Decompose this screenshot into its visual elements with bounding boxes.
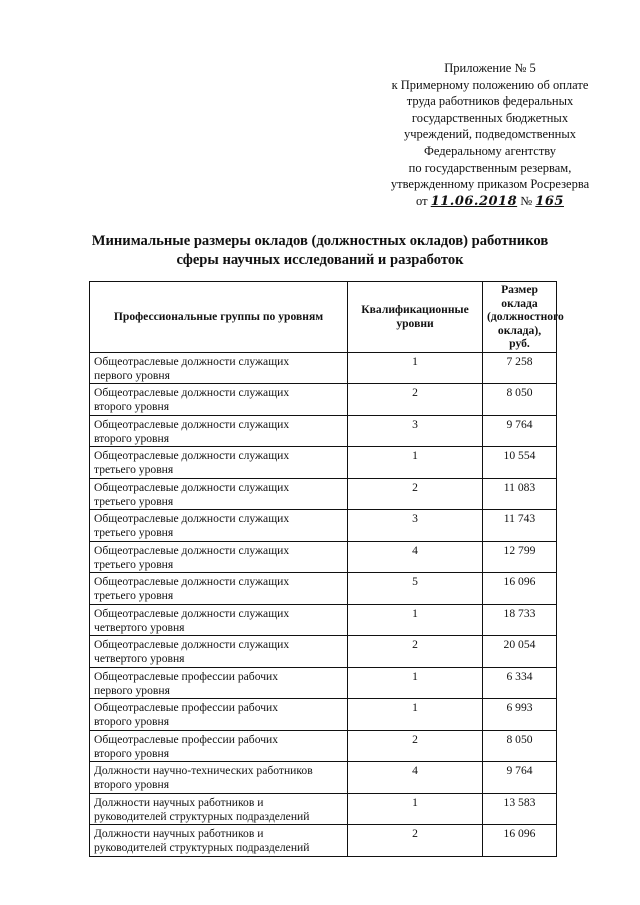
table-row <box>90 793 557 825</box>
cell-salary: 9 764 <box>483 762 557 794</box>
group-name-line-1: Должности научно-технических работников <box>94 764 313 778</box>
group-name-line-1: Должности научных работников и <box>94 827 264 841</box>
appendix-line: к Примерному положению об оплате <box>391 77 589 92</box>
group-name-line-1: Должности научных работников и <box>94 795 264 809</box>
group-name-line-2: третьего уровня <box>94 557 174 571</box>
cell-salary: 6 993 <box>483 699 557 731</box>
cell-salary: 7 258 <box>483 352 557 384</box>
cell-salary: 8 050 <box>483 730 557 762</box>
cell-qualification-level: 1 <box>348 667 483 699</box>
document-title <box>40 232 600 270</box>
number-prefix: № <box>520 193 533 208</box>
cell-professional-group <box>90 636 348 668</box>
cell-qualification-level: 2 <box>348 384 483 416</box>
cell-professional-group <box>90 667 348 699</box>
cell-qualification-level: 1 <box>348 447 483 479</box>
cell-professional-group <box>90 510 348 542</box>
cell-qualification-level: 2 <box>348 478 483 510</box>
table-row <box>90 825 557 857</box>
table-header-row <box>90 282 557 353</box>
date-prefix: от <box>416 193 428 208</box>
group-name-line-2: второго уровня <box>94 715 170 729</box>
header-qualification-levels: Квалификационные уровни <box>348 282 483 353</box>
cell-qualification-level: 3 <box>348 415 483 447</box>
cell-qualification-level: 5 <box>348 573 483 605</box>
group-name-line-1: Общеотраслевые должности служащих <box>94 449 290 463</box>
appendix-line: по государственным резервам, <box>408 160 572 175</box>
cell-salary: 20 054 <box>483 636 557 668</box>
header-professional-groups: Профессиональные группы по уровням <box>90 282 348 353</box>
group-name-line-2: руководителей структурных подразделений <box>94 841 310 855</box>
title-line-2: сферы научных исследований и разработок <box>176 252 464 268</box>
table-body <box>90 352 557 856</box>
order-date-line <box>340 193 640 211</box>
group-name-line-1: Общеотраслевые профессии рабочих <box>94 669 279 683</box>
cell-salary: 18 733 <box>483 604 557 636</box>
cell-qualification-level: 2 <box>348 636 483 668</box>
group-name-line-1: Общеотраслевые должности служащих <box>94 417 290 431</box>
group-name-line-2: четвертого уровня <box>94 652 185 666</box>
group-name-line-1: Общеотраслевые должности служащих <box>94 354 290 368</box>
appendix-line: государственных бюджетных <box>411 110 569 125</box>
cell-professional-group <box>90 730 348 762</box>
cell-professional-group <box>90 447 348 479</box>
cell-salary: 11 083 <box>483 478 557 510</box>
table-row <box>90 478 557 510</box>
table-row <box>90 384 557 416</box>
cell-professional-group <box>90 573 348 605</box>
cell-salary: 11 743 <box>483 510 557 542</box>
cell-qualification-level: 1 <box>348 352 483 384</box>
group-name-line-1: Общеотраслевые должности служащих <box>94 543 290 557</box>
table-row <box>90 699 557 731</box>
cell-professional-group <box>90 384 348 416</box>
table-row <box>90 573 557 605</box>
table-row <box>90 667 557 699</box>
group-name-line-2: третьего уровня <box>94 463 174 477</box>
header-salary: Размер оклада (должностного оклада), руб. <box>483 282 557 353</box>
cell-salary: 13 583 <box>483 793 557 825</box>
cell-qualification-level: 4 <box>348 541 483 573</box>
group-name-line-2: второго уровня <box>94 778 170 792</box>
group-name-line-1: Общеотраслевые должности служащих <box>94 512 290 526</box>
group-name-line-2: руководителей структурных подразделений <box>94 809 310 823</box>
cell-qualification-level: 2 <box>348 825 483 857</box>
group-name-line-2: третьего уровня <box>94 494 174 508</box>
group-name-line-1: Общеотраслевые профессии рабочих <box>94 701 279 715</box>
table-row <box>90 604 557 636</box>
group-name-line-2: второго уровня <box>94 400 170 414</box>
appendix-line: учреждений, подведомственных <box>403 127 577 142</box>
appendix-line: Федеральному агентству <box>423 143 557 158</box>
cell-professional-group <box>90 762 348 794</box>
cell-professional-group <box>90 825 348 857</box>
handwritten-number: 165 <box>535 193 564 209</box>
group-name-line-1: Общеотраслевые должности служащих <box>94 386 290 400</box>
group-name-line-1: Общеотраслевые должности служащих <box>94 480 290 494</box>
group-name-line-2: третьего уровня <box>94 589 174 603</box>
table-row <box>90 352 557 384</box>
cell-salary: 12 799 <box>483 541 557 573</box>
cell-qualification-level: 3 <box>348 510 483 542</box>
cell-salary: 6 334 <box>483 667 557 699</box>
group-name-line-2: второго уровня <box>94 746 170 760</box>
table-row <box>90 541 557 573</box>
group-name-line-2: второго уровня <box>94 431 170 445</box>
group-name-line-1: Общеотраслевые должности служащих <box>94 575 290 589</box>
group-name-line-1: Общеотраслевые должности служащих <box>94 638 290 652</box>
cell-qualification-level: 1 <box>348 699 483 731</box>
salary-table <box>89 281 564 857</box>
appendix-line: утвержденному приказом Росрезерва <box>390 177 590 192</box>
cell-qualification-level: 4 <box>348 762 483 794</box>
table-row <box>90 636 557 668</box>
cell-salary: 16 096 <box>483 573 557 605</box>
cell-professional-group <box>90 415 348 447</box>
group-name-line-2: четвертого уровня <box>94 620 185 634</box>
cell-professional-group <box>90 541 348 573</box>
group-name-line-2: первого уровня <box>94 683 170 697</box>
cell-salary: 9 764 <box>483 415 557 447</box>
appendix-line: Приложение № 5 <box>444 61 536 75</box>
cell-professional-group <box>90 699 348 731</box>
cell-professional-group <box>90 793 348 825</box>
cell-professional-group <box>90 478 348 510</box>
cell-qualification-level: 1 <box>348 793 483 825</box>
cell-qualification-level: 2 <box>348 730 483 762</box>
cell-professional-group <box>90 352 348 384</box>
title-line-1: Минимальные размеры окладов (должностных окладов) работников <box>91 233 549 249</box>
cell-qualification-level: 1 <box>348 604 483 636</box>
appendix-header <box>340 60 640 210</box>
table-row <box>90 510 557 542</box>
cell-salary: 8 050 <box>483 384 557 416</box>
table-row <box>90 415 557 447</box>
group-name-line-2: третьего уровня <box>94 526 174 540</box>
handwritten-date: 11.06.2018 <box>430 193 518 209</box>
appendix-line: труда работников федеральных <box>406 94 574 109</box>
cell-salary: 16 096 <box>483 825 557 857</box>
cell-salary: 10 554 <box>483 447 557 479</box>
group-name-line-2: первого уровня <box>94 368 170 382</box>
group-name-line-1: Общеотраслевые должности служащих <box>94 606 290 620</box>
table-row <box>90 762 557 794</box>
table-row <box>90 730 557 762</box>
cell-professional-group <box>90 604 348 636</box>
group-name-line-1: Общеотраслевые профессии рабочих <box>94 732 279 746</box>
table-row <box>90 447 557 479</box>
